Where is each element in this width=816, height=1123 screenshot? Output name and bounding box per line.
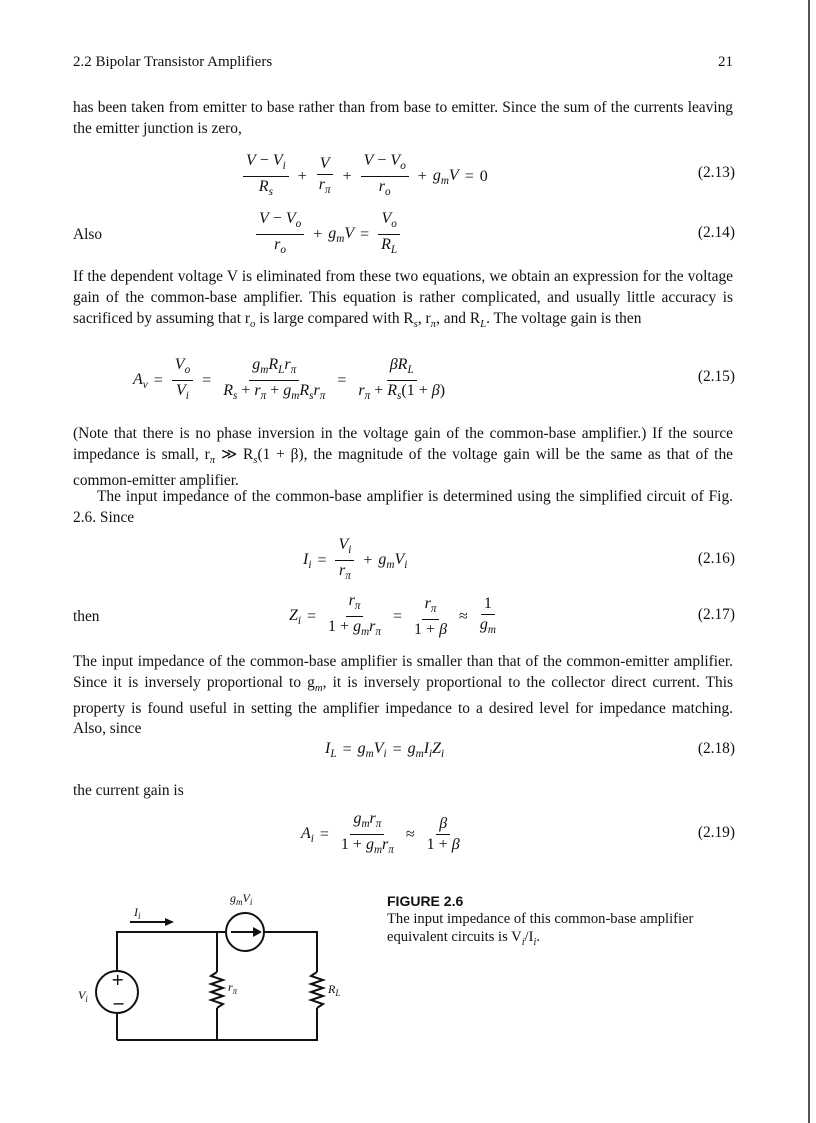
equation-2-14 [73,210,735,257]
equation-2-16-body: $I_i$ = $\frac{V_i}{r_\pi}$ + $g_mV_i$ [303,536,408,583]
p2-text: . The voltage gain is then [486,309,642,327]
running-header [73,54,733,74]
equation-2-13-body: $\frac{V - V_i}{R_s}$ + $\frac{V}{r_\pi}$ + $\frac{V - V_o}{r_o}$ + $g_mV$ = 0 [240,152,488,201]
equation-2-14-body: $\frac{V - V_o}{r_o}$ + $g_mV$ = $\frac{V_o}{R_L}$ [253,210,403,259]
equation-number: (2.18) [697,740,735,757]
equation-2-19 [73,810,735,857]
p3-text: (Note that there is no phase inversion in the voltage gain of the common-base amplifier.) If the source impedance is small, r [73,425,733,463]
label-Ii: $I_i$ [134,905,141,921]
circuit-diagram [72,892,362,1052]
paragraph-2: If the dependent voltage V is eliminated from these two equations, we obtain an expression for the voltage gain of the common-base amplifier. This equation is rather complicated, and usually little accuracy is sacrificed by assuming that $r_o$ is large compared with $R_s$, $r_\pi$, and $R_L$. The voltage gain is then [73,268,733,330]
plus-sign-icon: + [111,970,125,989]
figure-caption [387,892,732,952]
equation-2-15 [73,356,735,403]
paragraph-1: has been taken from emitter to base rather than from base to emitter. Since the sum of the currents leaving the emitter junction is zero, [73,99,733,137]
p2-text: If the dependent voltage V is eliminated from these two equations, we obtain an expression for the voltage gain of the common-base amplifier. This equation is rather complicated, and usually little accuracy is sacrificed by assuming that r [73,268,733,327]
paragraph-6: the current gain is [73,782,184,799]
resistor-rl-icon [311,972,323,1008]
section-title: 2.2 Bipolar Transistor Amplifiers [73,54,273,70]
equation-number: (2.14) [697,224,735,241]
caption-text-end: /I [524,929,534,945]
figure-caption-text: The input impedance of this common-base amplifier equivalent circuits is $V_i/I_i$. [387,911,694,948]
also-label: Also [73,226,103,243]
equation-2-15-body: $A_v$ = $\frac{V_o}{V_i}$ = $\frac{g_mR_Lr_\pi}{R_s + r_\pi + g_mR_sr_\pi}$ = $\frac{\beta R_L}{r_\pi + R_s(1 + \beta)}$ [133,356,446,403]
equation-2-17-body: $Z_i$ = $\frac{r_\pi}{1 + g_mr_\pi}$ = $\frac{r_\pi}{1 + \beta}$ ≈ $\frac{1}{g_m}$ [289,592,496,639]
p5-text: The input impedance of the common-base amplifier is smaller than that of the common-emitter amplifier. Since it is inversely proportional to g [73,653,733,691]
p3-text: (1 + β), the magnitude of the voltage gain will be the same as that of the common-emitter amplifier. [73,445,733,489]
equation-number: (2.17) [697,606,735,623]
p3-text: ≫ R [215,445,254,463]
equation-2-18 [73,740,735,766]
p2-text: , and R [436,309,481,327]
p5-text: , it is inversely proportional to the collector direct current. This property is found useful in setting the amplifier impedance to a desired level for impedance matching. Also, since [73,673,734,738]
paragraph-3: (Note that there is no phase inversion in the voltage gain of the common-base amplifier.) If the source impedance is small, $r_\pi$ ≫ $R_s(1 + \beta)$, the magnitude of the voltage gain will be the same as that of the common-emitter amplifier. [73,425,733,489]
equation-number: (2.16) [697,550,735,567]
then-label: then [73,608,100,625]
paragraph-5: The input impedance of the common-base amplifier is smaller than that of the common-emitter amplifier. Since it is inversely proportional to $g_m$, it is inversely proportional to the collector direct current. This property is found useful in setting the amplifier impedance to a desired level for impedance matching. Also, since [73,653,734,738]
page-edge-rule [808,0,810,1123]
arrowhead-icon [165,918,174,926]
equation-number: (2.13) [697,164,735,181]
equation-2-17 [73,592,735,639]
paragraph-4: The input impedance of the common-base amplifier is determined using the simplified circuit of Fig. 2.6. Since [73,488,733,526]
resistor-rpi-icon [211,972,223,1008]
label-Vi: $V_i$ [78,988,88,1004]
figure-title: FIGURE 2.6 [387,893,464,909]
caption-text: The input impedance of this common-base amplifier equivalent circuits is V [387,911,694,945]
page-number: 21 [718,54,733,70]
label-rpi: $r_\pi$ [228,980,238,996]
equation-2-16 [73,536,735,583]
label-gmVi: $g_mV_i$ [230,892,253,907]
equation-2-19-body: $A_i$ = $\frac{g_mr_\pi}{1 + g_mr_\pi}$ ≈ $\frac{\beta}{1 + \beta}$ [301,810,460,857]
equation-2-13 [73,152,735,199]
label-RL: $R_L$ [328,982,341,998]
minus-sign-icon: − [112,994,126,1013]
equation-2-18-body: $I_L$ = $g_mV_i$ = $g_mI_iZ_i$ [325,740,445,761]
p2-text: , r [417,309,431,327]
p2-text: is large compared with R [255,309,414,327]
equation-number: (2.15) [697,368,735,385]
equation-number: (2.19) [697,824,735,841]
